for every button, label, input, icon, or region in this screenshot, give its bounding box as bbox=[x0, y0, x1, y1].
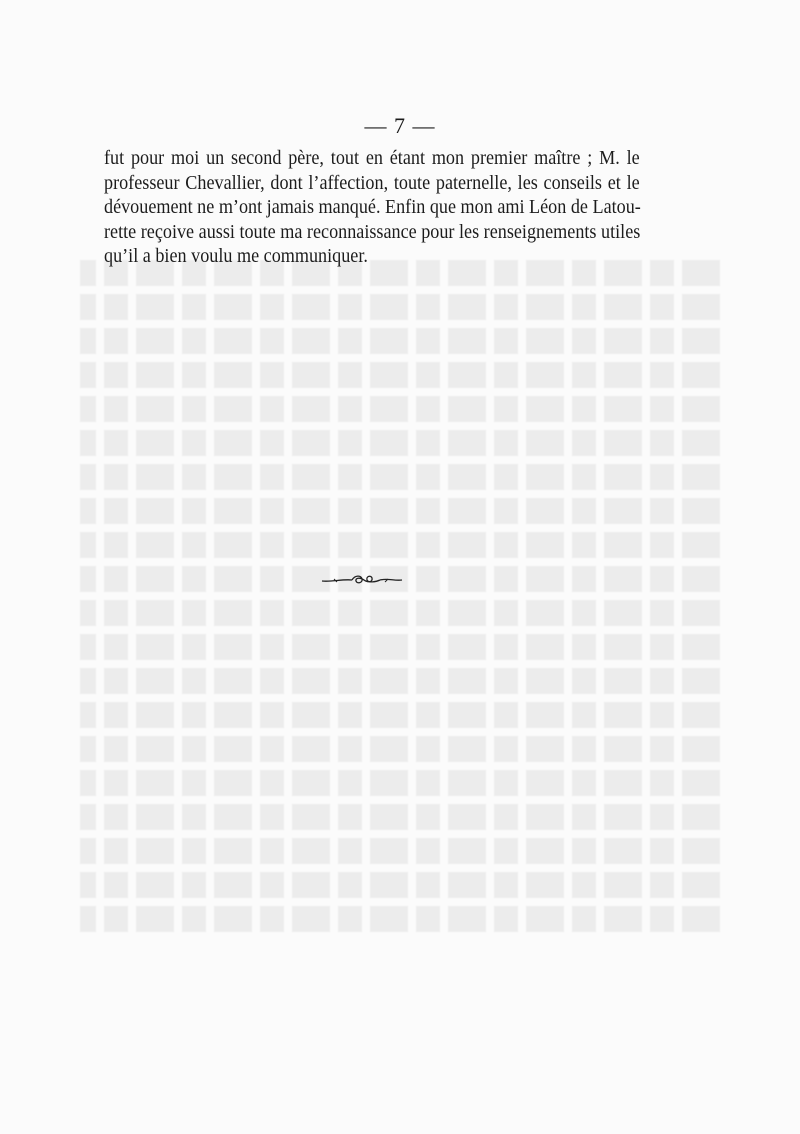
page-number: — 7 — bbox=[364, 113, 436, 138]
paragraph-line: dévouement ne m’ont jamais manqué. Enfin que mon ami Léon de Latou- bbox=[104, 197, 641, 219]
paragraph-line: professeur Chevallier, dont l’affection, toute paternelle, les conseils et le bbox=[104, 172, 640, 194]
paragraph bbox=[104, 147, 640, 270]
paragraph-line: fut pour moi un second père, tout en étant mon premier maître ; M. le bbox=[104, 148, 640, 169]
ornamental-flourish-icon bbox=[320, 573, 404, 587]
paragraph-line: qu’il a bien voulu me communiquer. bbox=[104, 246, 368, 268]
show-through-texture bbox=[80, 260, 720, 980]
paragraph-line: rette reçoive aussi toute ma reconnaissance pour les renseignements utiles bbox=[104, 221, 641, 243]
